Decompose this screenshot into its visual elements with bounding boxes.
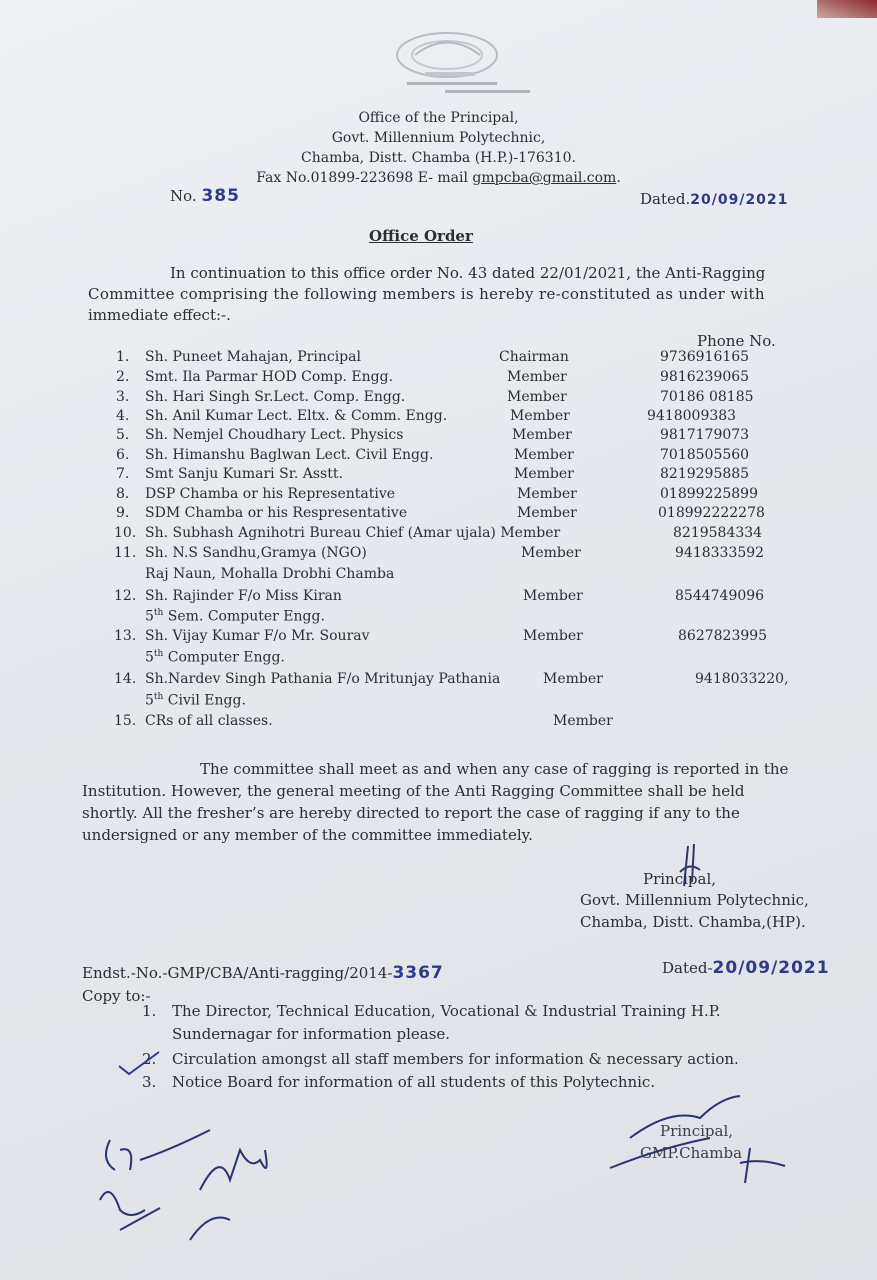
order-number-label: No. [170, 187, 197, 205]
member-class-text: Civil Engg. [163, 692, 246, 709]
member-name: Sh. Subhash Agnihotri Bureau Chief (Amar ujala) Member [145, 525, 561, 541]
signatory-title: Principal, [643, 870, 717, 888]
member-role: Member [517, 486, 577, 502]
fax-text: Fax No.01899-223698 E- mail [256, 170, 473, 186]
institute-address: Chamba, Distt. Chamba (H.P.)-176310. [301, 150, 576, 166]
member-name: Sh.Nardev Singh Pathania F/o Mritunjay Pathania [145, 671, 501, 687]
member-name: Sh. Anil Kumar Lect. Eltx. & Comm. Engg. [145, 408, 448, 424]
member-address: Raj Naun, Mohalla Drobhi Chamba [145, 566, 395, 582]
member-number: 6. [116, 447, 130, 463]
endorsement-prefix: Endst.-No.-GMP/CBA/Anti-ragging/2014- [82, 964, 393, 982]
order-number-value: 385 [201, 186, 240, 206]
bottom-signatory-title: Principal, [660, 1122, 734, 1140]
copy-item-text: Circulation amongst all staff members for information & necessary action. [172, 1050, 739, 1068]
endorsement-date [662, 958, 830, 978]
copy-item-number: 3. [142, 1073, 157, 1091]
member-class-suffix: th [153, 649, 164, 659]
member-role: Member [507, 389, 567, 405]
copy-item-text: Sundernagar for information please. [172, 1025, 451, 1043]
intro-line-3: immediate effect:-. [88, 306, 231, 324]
member-phone: 70186 08185 [660, 389, 754, 405]
initials-signature [90, 1120, 290, 1250]
institute-name: Govt. Millennium Polytechnic, [331, 130, 546, 146]
member-role: Member [543, 671, 603, 687]
member-number: 7. [116, 466, 130, 482]
member-class-suffix: th [153, 692, 164, 702]
copy-item-number: 2. [142, 1050, 157, 1068]
signatory-address: Chamba, Distt. Chamba,(HP). [580, 913, 806, 931]
member-class [145, 649, 285, 666]
member-name: Smt. Ila Parmar HOD Comp. Engg. [145, 369, 394, 385]
member-class [145, 692, 246, 709]
member-class-number: 5 [145, 649, 154, 666]
copy-item-text: Notice Board for information of all students of this Polytechnic. [172, 1073, 656, 1091]
intro-line-1: In continuation to this office order No. 43 dated 22/01/2021, the Anti-Ragging [170, 264, 766, 282]
member-name: CRs of all classes. [145, 713, 273, 729]
member-number: 3. [116, 389, 130, 405]
endorsement-number [82, 963, 444, 983]
member-phone: 9418033220, [695, 671, 789, 687]
member-number: 10. [114, 525, 137, 541]
page-corner [817, 0, 877, 18]
member-class [145, 608, 325, 625]
bottom-signatory-institute: GMP.Chamba [640, 1144, 743, 1162]
member-name: DSP Chamba or his Representative [145, 486, 396, 502]
contact-line [0, 170, 877, 186]
member-role: Member [510, 408, 570, 424]
member-class-number: 5 [145, 692, 154, 709]
member-number: 4. [116, 408, 130, 424]
endorsement-date-value: 20/09/2021 [712, 958, 830, 978]
member-number: 13. [114, 628, 137, 644]
member-class-text: Sem. Computer Engg. [163, 608, 325, 625]
member-role: Member [521, 545, 581, 561]
member-role: Chairman [499, 349, 569, 365]
endorsement-date-label: Dated- [662, 959, 713, 977]
member-class-number: 5 [145, 608, 154, 625]
member-phone: 7018505560 [660, 447, 750, 463]
member-role: Member [523, 588, 583, 604]
member-phone: 8627823995 [678, 628, 768, 644]
intro-line-2: Committee comprising the following members is hereby re-constituted as under with [88, 285, 765, 303]
member-phone: 9817179073 [660, 427, 750, 443]
closing-line-1: The committee shall meet as and when any case of ragging is reported in the [200, 760, 789, 778]
member-role: Member [514, 447, 574, 463]
copy-item-text: The Director, Technical Education, Vocational & Industrial Training H.P. [172, 1002, 721, 1020]
member-number: 1. [116, 349, 130, 365]
member-number: 12. [114, 588, 137, 604]
order-date-value: 20/09/2021 [690, 192, 789, 208]
member-name: Smt Sanju Kumari Sr. Asstt. [145, 466, 343, 482]
member-class-suffix: th [153, 608, 164, 618]
member-phone: 8219295885 [660, 466, 750, 482]
fax-suffix: . [616, 170, 621, 186]
phone-header: Phone No. [697, 332, 776, 350]
closing-line-2: Institution. However, the general meeting of the Anti Ragging Committee shall be held [82, 782, 745, 800]
member-name: Sh. Himanshu Baglwan Lect. Civil Engg. [145, 447, 434, 463]
emblem-seal [385, 20, 535, 100]
signatory-institute: Govt. Millennium Polytechnic, [580, 891, 809, 909]
closing-line-4: undersigned or any member of the committee immediately. [82, 826, 533, 844]
member-phone: 9418009383 [647, 408, 737, 424]
member-phone: 9736916165 [660, 349, 750, 365]
closing-line-3: shortly. All the fresher’s are hereby directed to report the case of ragging if any to the [82, 804, 740, 822]
member-phone: 018992222278 [658, 505, 765, 521]
member-phone: 01899225899 [660, 486, 758, 502]
document-title: Office Order [369, 227, 473, 245]
copy-to-label: Copy to:- [82, 987, 151, 1005]
member-number: 5. [116, 427, 130, 443]
order-date [640, 190, 788, 208]
member-name: Sh. Nemjel Choudhary Lect. Physics [145, 427, 404, 443]
member-role: Member [512, 427, 572, 443]
member-phone: 8544749096 [675, 588, 765, 604]
member-name: Sh. Hari Singh Sr.Lect. Comp. Engg. [145, 389, 406, 405]
copy-item-number: 1. [142, 1002, 157, 1020]
tick-mark [115, 1048, 165, 1078]
member-name: SDM Chamba or his Respresentative [145, 505, 408, 521]
member-number: 2. [116, 369, 130, 385]
member-number: 14. [114, 671, 137, 687]
member-role: Member [523, 628, 583, 644]
member-phone: 9418333592 [675, 545, 765, 561]
member-name: Sh. Vijay Kumar F/o Mr. Sourav [145, 628, 370, 644]
member-phone: 9816239065 [660, 369, 750, 385]
member-class-text: Computer Engg. [163, 649, 285, 666]
member-role: Member [553, 713, 613, 729]
email-link[interactable]: gmpcba@gmail.com [472, 170, 617, 186]
member-role: Member [517, 505, 577, 521]
member-name: Sh. Puneet Mahajan, Principal [145, 349, 361, 365]
order-date-label: Dated. [640, 190, 691, 208]
member-number: 11. [114, 545, 137, 561]
member-role: Member [514, 466, 574, 482]
member-name: Sh. N.S Sandhu,Gramya (NGO) [145, 545, 367, 561]
member-phone: 8219584334 [673, 525, 763, 541]
member-role: Member [507, 369, 567, 385]
endorsement-value: 3367 [392, 963, 444, 983]
office-title: Office of the Principal, [358, 110, 519, 126]
order-number [170, 186, 240, 206]
member-number: 8. [116, 486, 130, 502]
member-name: Sh. Rajinder F/o Miss Kiran [145, 588, 342, 604]
member-number: 15. [114, 713, 137, 729]
member-number: 9. [116, 505, 130, 521]
